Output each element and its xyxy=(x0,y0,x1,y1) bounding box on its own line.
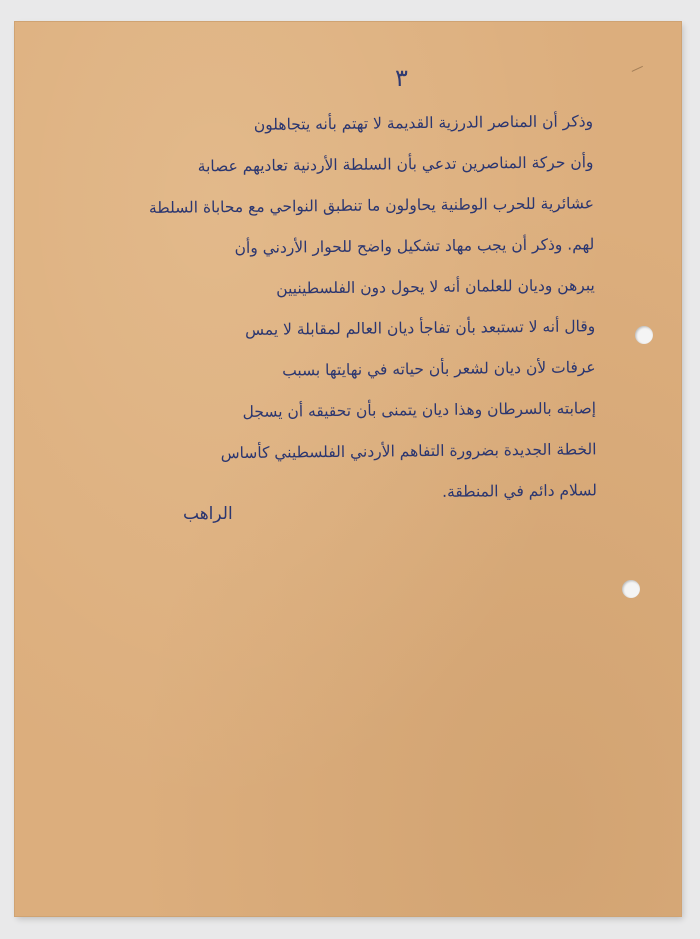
handwritten-letter-body xyxy=(73,101,597,516)
letter-line-3: عشائرية للحرب الوطنية يحاولون ما تنطبق النواحي مع محاباة السلطة xyxy=(148,194,595,217)
letter-line-1: وذكر أن المناصر الدرزية القديمة لا تهتم بأنه يتجاهلون xyxy=(253,112,594,134)
punch-hole xyxy=(622,580,640,598)
letter-line-8: إصابته بالسرطان وهذا ديان يتمنى بأن تحقيقه أن يسجل xyxy=(242,399,597,421)
letter-line-2: وأن حركة المناصرين تدعي بأن السلطة الأردنية تعاديهم عصابة xyxy=(197,153,594,176)
letter-line-5: يبرهن وديان للعلمان أنه لا يحول دون الفلسطينيين xyxy=(276,276,595,298)
page-number: ٣ xyxy=(395,64,408,92)
letter-page xyxy=(15,22,681,916)
letter-line-7: عرفات لأن ديان لشعر بأن حياته في نهايتها بسبب xyxy=(282,358,596,380)
letter-line-4: لهم. وذكر أن يجب مهاد تشكيل واضح للحوار الأردني وأن xyxy=(234,235,595,258)
signature: الراهب xyxy=(183,504,233,524)
punch-hole xyxy=(635,326,653,344)
letter-line-6: وقال أنه لا تستبعد بأن تفاجأ ديان العالم لمقابلة لا يمس xyxy=(245,317,596,339)
letter-line-10: لسلام دائم في المنطقة. xyxy=(442,481,598,501)
letter-line-9: الخطة الجديدة بضرورة التفاهم الأردني الفلسطيني كأساس xyxy=(220,440,597,463)
corner-mark xyxy=(632,66,647,79)
